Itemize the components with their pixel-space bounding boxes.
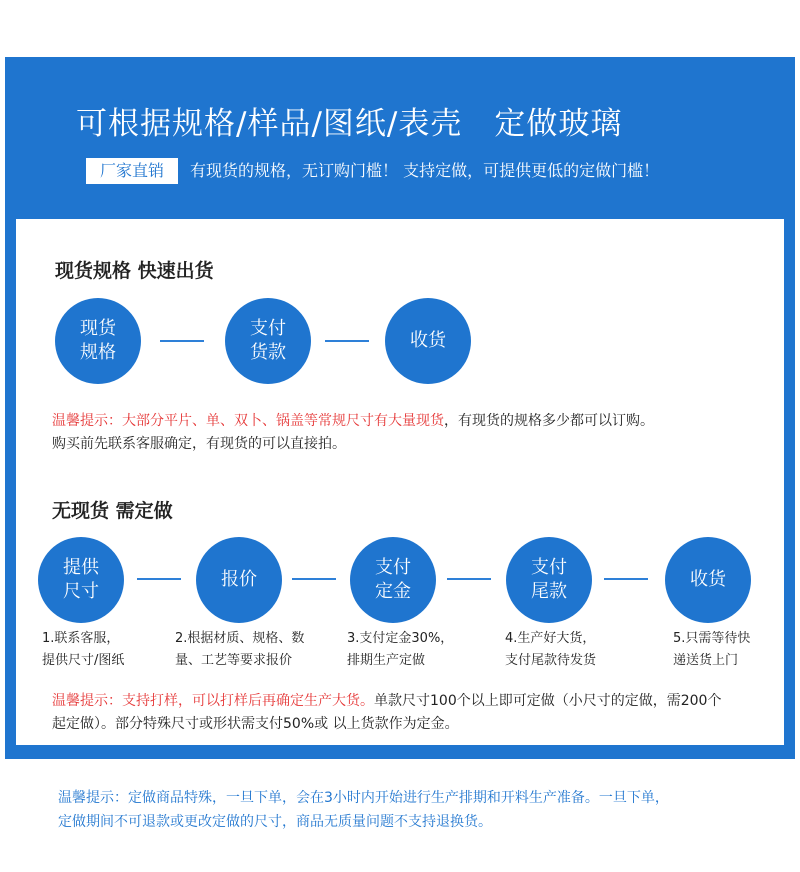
stock-note-warning: 温馨提示：大部分平片、单、双卜、锅盖等常规尺寸有大量现货 xyxy=(52,413,444,429)
custom-connector-4 xyxy=(604,578,648,580)
custom-step-deposit-desc-1: 3.支付定金30%， xyxy=(347,631,454,646)
custom-step-size-line1: 提供 xyxy=(63,557,99,578)
stock-section-title: 现货规格 快速出货 xyxy=(55,260,214,282)
stock-step-receive-line1: 收货 xyxy=(410,330,446,351)
custom-step-receive-desc xyxy=(673,628,750,672)
footer-notice-line2: 定做期间不可退款或更改定做的尺寸，商品无质量问题不支持退换货。 xyxy=(58,814,492,830)
custom-connector-2 xyxy=(292,578,336,580)
custom-step-balance xyxy=(506,537,592,623)
stock-connector-1 xyxy=(160,340,204,342)
custom-step-receive-line1: 收货 xyxy=(690,569,726,590)
custom-step-balance-desc-1: 4.生产好大货， xyxy=(505,631,596,646)
custom-connector-3 xyxy=(447,578,491,580)
custom-step-deposit-line2: 定金 xyxy=(375,581,411,602)
custom-section-title: 无现货 需定做 xyxy=(52,500,173,522)
custom-step-receive xyxy=(665,537,751,623)
custom-step-receive-desc-2: 递送货上门 xyxy=(673,653,739,668)
custom-step-quote-desc xyxy=(175,628,304,672)
custom-step-deposit-desc xyxy=(347,628,453,672)
custom-step-size-desc-2: 提供尺寸/图纸 xyxy=(42,653,125,668)
footer-notice xyxy=(58,786,669,834)
custom-step-size xyxy=(38,537,124,623)
custom-note-rest: 单款尺寸100个以上即可定做（小尺寸的定做，需200个 xyxy=(374,693,722,709)
custom-step-size-desc xyxy=(42,628,124,672)
custom-step-quote xyxy=(196,537,282,623)
custom-step-deposit-line1: 支付 xyxy=(375,557,411,578)
stock-step-spec-line2: 规格 xyxy=(80,342,116,363)
stock-step-receive xyxy=(385,298,471,384)
custom-step-balance-desc-2: 支付尾款待发货 xyxy=(505,653,597,668)
custom-note-warning: 温馨提示：支持打样，可以打样后再确定生产大货。 xyxy=(52,693,374,709)
footer-notice-line1: 温馨提示：定做商品特殊，一旦下单，会在3小时内开始进行生产排期和开料生产准备。一旦下单， xyxy=(58,790,669,806)
stock-step-spec xyxy=(55,298,141,384)
custom-step-size-desc-1: 1.联系客服， xyxy=(42,631,120,646)
custom-step-quote-desc-1: 2.根据材质、规格、数 xyxy=(175,631,305,646)
custom-step-receive-desc-1: 5.只需等待快 xyxy=(673,631,751,646)
custom-step-quote-line1: 报价 xyxy=(221,569,257,590)
custom-step-quote-desc-2: 量、工艺等要求报价 xyxy=(175,653,293,668)
header-subtitle: 有现货的规格，无订购门槛！ 支持定做，可提供更低的定做门槛！ xyxy=(190,161,660,180)
stock-step-pay-line1: 支付 xyxy=(250,318,286,339)
stock-step-pay-line2: 货款 xyxy=(250,342,286,363)
custom-note-line2: 起定做）。部分特殊尺寸或形状需支付50%或 以上货款作为定金。 xyxy=(52,716,459,732)
factory-direct-badge: 厂家直销 xyxy=(86,158,178,184)
stock-note xyxy=(52,410,654,433)
stock-note-rest: ，有现货的规格多少都可以订购。 xyxy=(444,413,654,429)
custom-step-deposit-desc-2: 排期生产定做 xyxy=(347,653,426,668)
stock-connector-2 xyxy=(325,340,369,342)
stock-step-pay xyxy=(225,298,311,384)
stock-note-line2: 购买前先联系客服确定，有现货的可以直接拍。 xyxy=(52,436,346,452)
custom-note xyxy=(52,690,721,713)
custom-step-balance-desc xyxy=(505,628,596,672)
custom-step-size-line2: 尺寸 xyxy=(63,581,99,602)
stock-step-spec-line1: 现货 xyxy=(80,318,116,339)
custom-connector-1 xyxy=(137,578,181,580)
custom-step-deposit xyxy=(350,537,436,623)
page-title: 可根据规格/样品/图纸/表壳 定做玻璃 xyxy=(76,106,623,142)
custom-step-balance-line2: 尾款 xyxy=(531,581,567,602)
custom-step-balance-line1: 支付 xyxy=(531,557,567,578)
